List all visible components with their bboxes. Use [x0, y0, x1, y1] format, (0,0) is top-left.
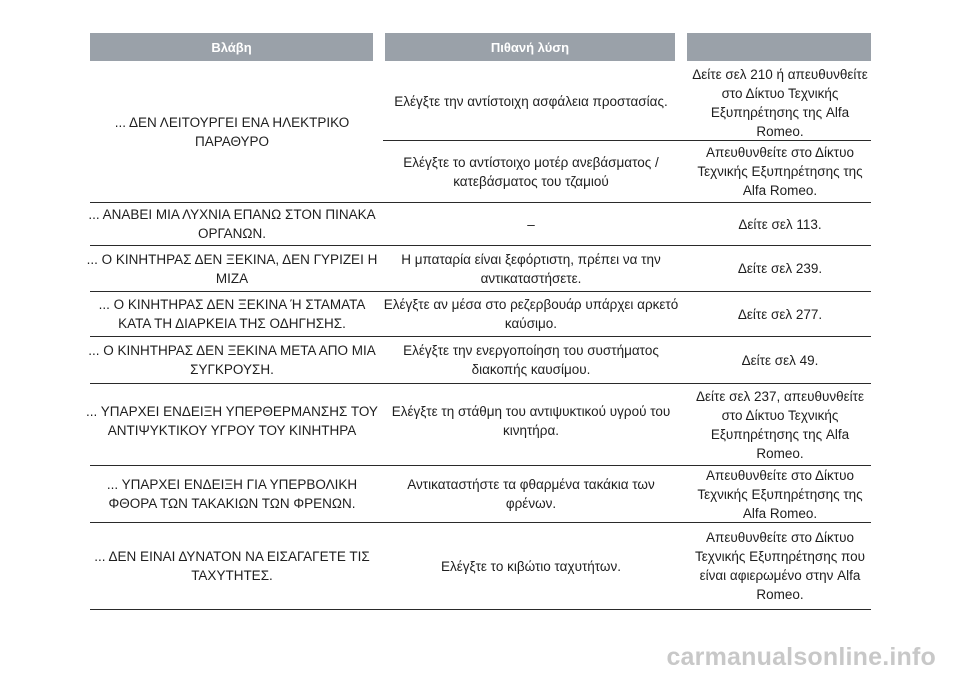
header-solution: Πιθανή λύση — [385, 33, 675, 61]
table-cell-solution: Ελέγξτε το αντίστοιχο μοτέρ ανεβάσματος / κατεβάσματος του τζαμιού — [403, 154, 659, 189]
table-cell-reference: Απευθυνθείτε στο Δίκτυο Τεχνικής Εξυπηρέτησης της Alfa Romeo. — [697, 467, 863, 521]
table-cell-reference: Δείτε σελ 277. — [737, 306, 823, 322]
table-cell-fault: ... ΔΕΝ ΛΕΙΤΟΥΡΓΕΙ ΕΝΑ ΗΛΕΚΤΡΙΚΟ ΠΑΡΑΘΥΡΟ — [114, 115, 350, 149]
table-cell-fault: ... ΥΠΑΡΧΕΙ ΕΝΔΕΙΞΗ ΓΙΑ ΥΠΕΡΒΟΛΙΚΗ ΦΘΟΡΑ ΤΩΝ ΤΑΚΑΚΙΩΝ ΤΩΝ ΦΡΕΝΩΝ. — [106, 477, 358, 511]
table-cell-reference: Δείτε σελ 239. — [737, 261, 823, 276]
table-cell-reference: Απευθυνθείτε στο Δίκτυο Τεχνικής Εξυπηρέτησης της Alfa Romeo. — [697, 145, 863, 198]
table-cell-reference: Δείτε σελ 49. — [741, 352, 819, 368]
header-reference — [687, 33, 871, 61]
table-cell-fault: ... Ο ΚΙΝΗΤΗΡΑΣ ΔΕΝ ΞΕΚΙΝΑ ΜΕΤΑ ΑΠΟ ΜΙΑ ΣΥΓΚΡΟΥΣΗ. — [88, 343, 376, 377]
table-cell-fault: ... ΑΝΑΒΕΙ ΜΙΑ ΛΥΧΝΙΑ ΕΠΑΝΩ ΣΤΟΝ ΠΙΝΑΚΑ ΟΡΓΑΝΩΝ. — [88, 207, 376, 241]
table-cell-solution: Ελέγξτε την αντίστοιχη ασφάλεια προστασίας. — [394, 93, 668, 109]
table-cell-fault: ... ΥΠΑΡΧΕΙ ΕΝΔΕΙΞΗ ΥΠΕΡΘΕΡΜΑΝΣΗΣ ΤΟΥ ΑΝΤΙΨΥΚΤΙΚΟΥ ΥΓΡΟΥ ΤΟΥ ΚΙΝΗΤΗΡΑ — [86, 403, 378, 438]
table-cell-fault: ... Ο ΚΙΝΗΤΗΡΑΣ ΔΕΝ ΞΕΚΙΝΑ, ΔΕΝ ΓΥΡΙΖΕΙ Η ΜΙΖΑ — [86, 251, 378, 286]
table-cell-reference: Δείτε σελ 113. — [738, 216, 822, 232]
table-cell-solution: Η μπαταρία είναι ξεφόρτιστη, πρέπει να την αντικαταστήσετε. — [401, 251, 661, 286]
table-cell-solution: Ελέγξτε αν μέσα στο ρεζερβουάρ υπάρχει αρκετό καύσιμο. — [383, 297, 679, 331]
header-fault: Βλάβη — [90, 33, 373, 61]
table-cell-solution: Ελέγξτε το κιβώτιο ταχυτήτων. — [441, 558, 621, 574]
table-cell-solution: Αντικαταστήστε τα φθαρμένα τακάκια των φρένων. — [407, 477, 655, 511]
table-cell-solution: Ελέγξτε τη στάθμη του αντιψυκτικού υγρού του κινητήρα. — [391, 403, 671, 438]
table-cell-fault: ... Ο ΚΙΝΗΤΗΡΑΣ ΔΕΝ ΞΕΚΙΝΑ Ή ΣΤΑΜΑΤΑ ΚΑΤΑ ΤΗ ΔΙΑΡΚΕΙΑ ΤΗΣ ΟΔΗΓΗΣΗΣ. — [98, 297, 366, 331]
row-divider — [90, 609, 871, 610]
table-cell-solution: Ελέγξτε την ενεργοποίηση του συστήματος διακοπής καυσίμου. — [403, 343, 659, 377]
table-cell-solution: – — [527, 216, 535, 232]
watermark: carmanualsonline.info — [666, 643, 936, 671]
table-cell-reference: Απευθυνθείτε στο Δίκτυο Τεχνικής Εξυπηρέτησης που είναι αφιερωμένο στην Alfa Romeo. — [694, 530, 866, 602]
table-cell-fault: ... ΔΕΝ ΕΙΝΑΙ ΔΥΝΑΤΟΝ ΝΑ ΕΙΣΑΓΑΓΕΤΕ ΤΙΣ ΤΑΧΥΤΗΤΕΣ. — [94, 549, 370, 583]
table-cell-reference: Δείτε σελ 237, απευθυνθείτε στο Δίκτυο Τεχνικής Εξυπηρέτησης της Alfa Romeo. — [695, 388, 865, 461]
table-cell-reference: Δείτε σελ 210 ή απευθυνθείτε στο Δίκτυο Τεχνικής Εξυπηρέτησης της Alfa Romeo. — [692, 67, 868, 139]
